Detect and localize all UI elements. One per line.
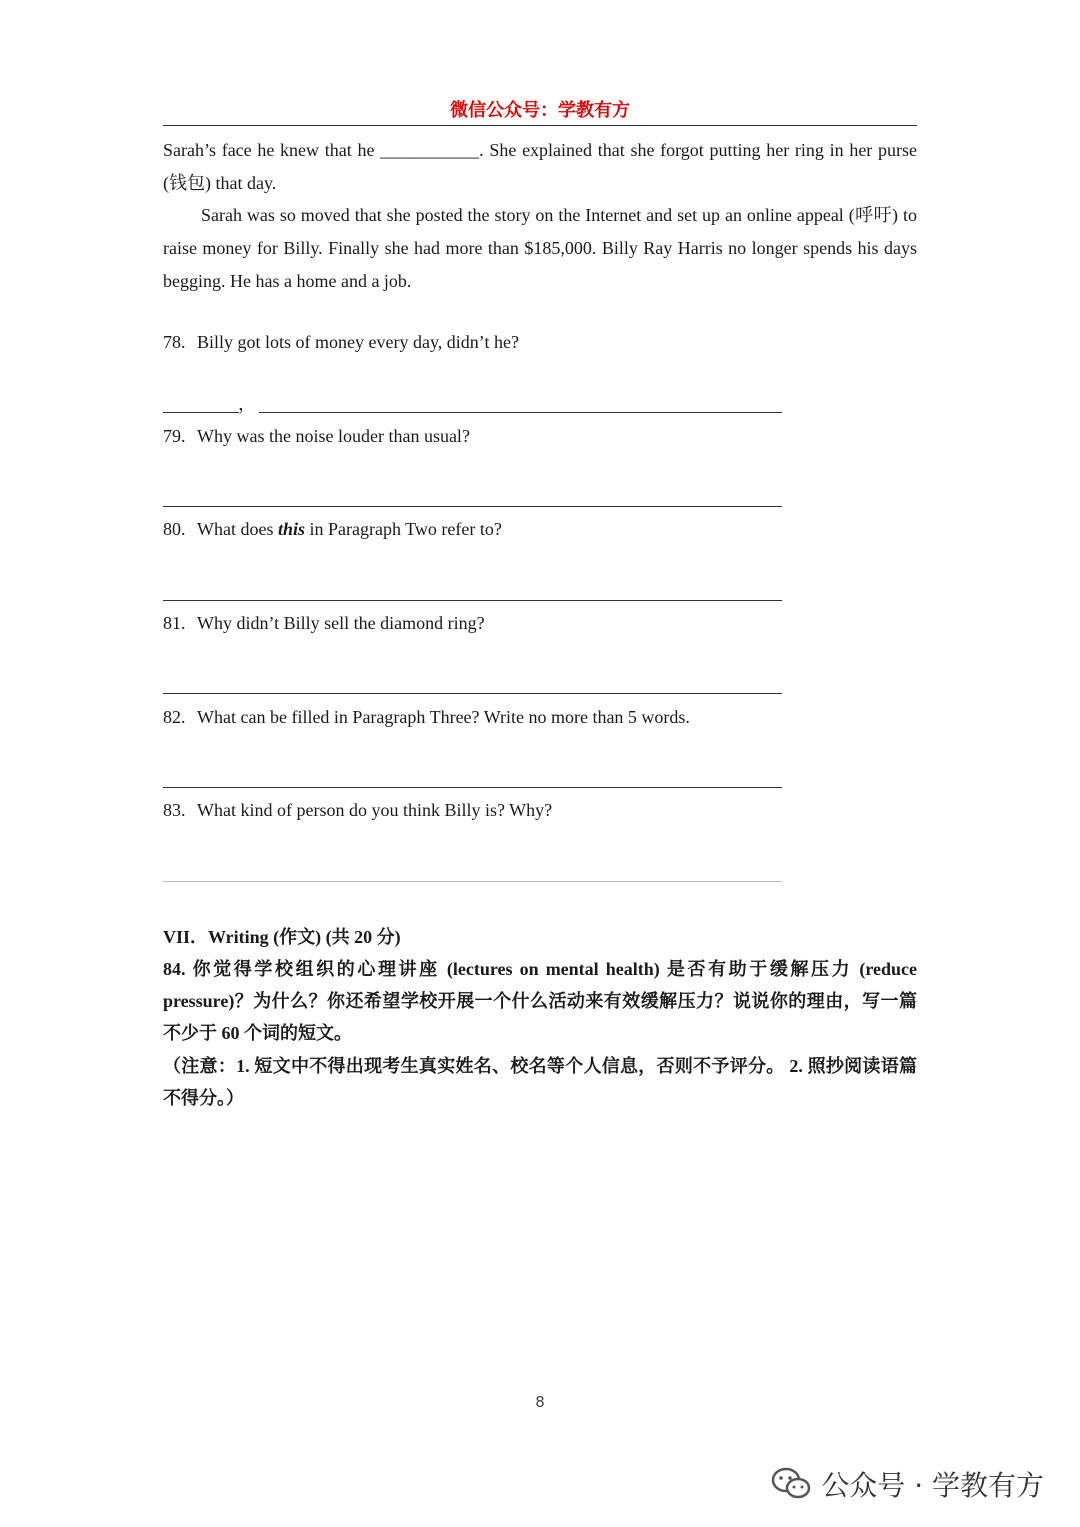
question-number: 80. xyxy=(163,519,186,539)
watermark xyxy=(771,1464,1044,1504)
answer-line[interactable] xyxy=(163,787,782,788)
question-number: 79. xyxy=(163,426,186,446)
question-text: Why was the noise louder than usual? xyxy=(197,426,470,446)
question-number: 82. xyxy=(163,707,186,727)
question-79 xyxy=(163,424,470,448)
question-text: What kind of person do you think Billy is? Why? xyxy=(197,800,553,820)
question-number: 78. xyxy=(163,332,186,352)
header-rule xyxy=(163,125,917,126)
question-80 xyxy=(163,517,502,541)
answer-line[interactable] xyxy=(163,600,782,601)
question-text: Why didn’t Billy sell the diamond ring? xyxy=(197,613,485,633)
writing-note: （注意：1. 短文中不得出现考生真实姓名、校名等个人信息，否则不予评分。 2. 照抄阅读语篇不得分。） xyxy=(163,1056,917,1108)
answer-line[interactable] xyxy=(163,506,782,507)
emphasized-word: this xyxy=(277,519,306,539)
page-number: 8 xyxy=(535,1393,545,1411)
question-text: What can be filled in Paragraph Three? Write no more than 5 words. xyxy=(197,707,690,727)
answer-line-short[interactable] xyxy=(163,412,239,413)
answer-line[interactable] xyxy=(163,881,782,882)
passage-paragraph-1: Sarah’s face he knew that he ___________. She explained that she forgot putting her ring in her purse (钱包) that day. xyxy=(163,140,917,193)
writing-section-title: VII．Writing (作文) (共 20 分) xyxy=(163,927,401,947)
question-number: 83. xyxy=(163,800,186,820)
question-83 xyxy=(163,798,552,822)
answer-line-long[interactable] xyxy=(259,412,782,413)
question-number: 81. xyxy=(163,613,186,633)
question-text-post: in Paragraph Two refer to? xyxy=(305,519,502,539)
wechat-icon xyxy=(771,1467,811,1501)
question-78 xyxy=(163,330,519,354)
passage-paragraph-2: Sarah was so moved that she posted the story on the Internet and set up an online appeal (呼吁) to raise money for Billy. Finally she had more than $185,000. Billy Ray Harris no longer spends his days begging. He has a home and a job. xyxy=(163,205,917,291)
question-82 xyxy=(163,705,690,729)
question-81 xyxy=(163,611,485,635)
header-title: 微信公众号：学教有方 xyxy=(450,100,630,121)
answer-line[interactable] xyxy=(163,693,782,694)
question-text-pre: What does xyxy=(197,519,278,539)
answer-comma: ， xyxy=(238,394,256,414)
watermark-text: 公众号 · 学教有方 xyxy=(821,1469,1044,1502)
writing-prompt: 84. 你觉得学校组织的心理讲座 (lectures on mental health) 是否有助于缓解压力 (reduce pressure)？为什么？你还希望学校开展一个什么活动来有效缓解压力？说说你的理由，写一篇不少于 60 个词的短文。 xyxy=(163,959,917,1043)
question-text: Billy got lots of money every day, didn’t he? xyxy=(197,332,519,352)
